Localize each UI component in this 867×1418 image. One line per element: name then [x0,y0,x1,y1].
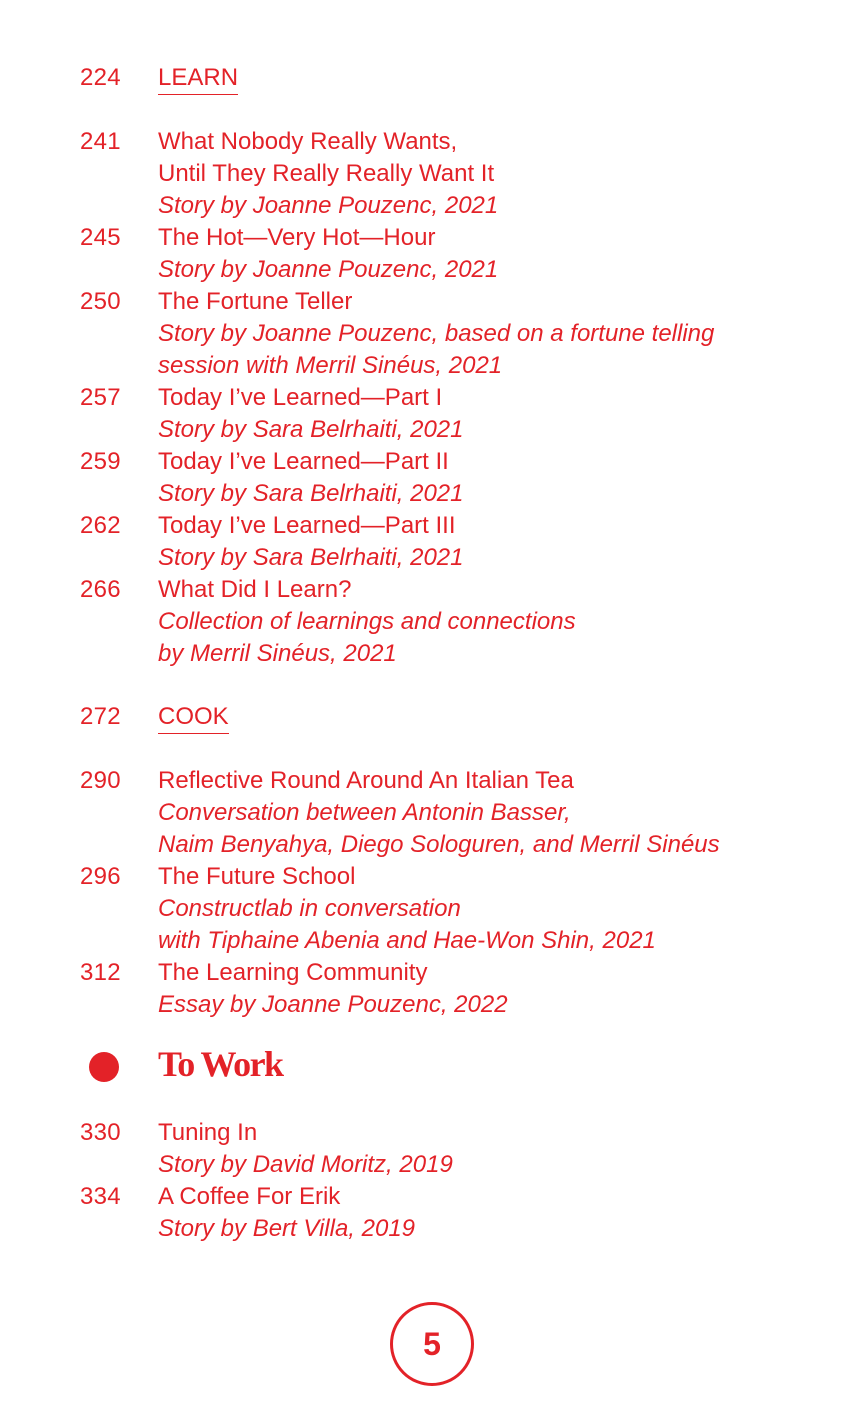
entry-credit: with Tiphaine Abenia and Hae-Won Shin, 2021 [158,927,656,954]
entry-credit: Story by Sara Belrhaiti, 2021 [158,480,464,507]
entry-title: The Learning Community [158,959,428,986]
entry-page-number: 296 [80,863,121,890]
entry-credit: Story by Bert Villa, 2019 [158,1215,416,1242]
entry-title: The Hot—Very Hot—Hour [158,224,436,251]
entry-title: Today I’ve Learned—Part III [158,512,456,539]
entry-page-number: 259 [80,448,121,475]
entry-page-number: 245 [80,224,121,251]
entry-page-number: 257 [80,384,121,411]
part-title[interactable]: To Work [158,1044,283,1084]
entry-page-number: 250 [80,288,121,315]
section-label-cook[interactable]: COOK [158,701,229,734]
entry-title: Reflective Round Around An Italian Tea [158,767,574,794]
entry-credit: Story by Joanne Pouzenc, 2021 [158,256,499,283]
entry-title: A Coffee For Erik [158,1183,341,1210]
entry-title: The Future School [158,863,356,890]
entry-credit: Story by Joanne Pouzenc, 2021 [158,192,499,219]
entry-title: Until They Really Really Want It [158,160,495,187]
entry-credit: Story by David Moritz, 2019 [158,1151,453,1178]
entry-credit: Collection of learnings and connections [158,608,576,635]
entry-title: Today I’ve Learned—Part II [158,448,449,475]
entry-credit: Naim Benyahya, Diego Sologuren, and Merril Sinéus [158,831,720,858]
entry-credit: by Merril Sinéus, 2021 [158,640,397,667]
entry-credit: Conversation between Antonin Basser, [158,799,571,826]
entry-page-number: 334 [80,1183,121,1210]
entry-page-number: 241 [80,128,121,155]
entry-title: Today I’ve Learned—Part I [158,384,443,411]
entry-title: What Nobody Really Wants, [158,128,458,155]
entry-page-number: 330 [80,1119,121,1146]
entry-page-number: 290 [80,767,121,794]
entry-page-number: 262 [80,512,121,539]
red-dot-icon [89,1052,119,1082]
entry-credit: Story by Sara Belrhaiti, 2021 [158,544,464,571]
entry-page-number: 266 [80,576,121,603]
section-page-number: 224 [80,64,121,91]
page-number: 5 [423,1325,441,1362]
entry-credit: Constructlab in conversation [158,895,461,922]
section-page-number: 272 [80,703,121,730]
entry-title: The Fortune Teller [158,288,353,315]
entry-credit: Essay by Joanne Pouzenc, 2022 [158,991,508,1018]
entry-credit: Story by Sara Belrhaiti, 2021 [158,416,464,443]
section-label-learn[interactable]: LEARN [158,62,238,95]
page-number-badge [390,1302,474,1386]
entry-page-number: 312 [80,959,121,986]
entry-title: Tuning In [158,1119,258,1146]
entry-title: What Did I Learn? [158,576,352,603]
entry-credit: session with Merril Sinéus, 2021 [158,352,503,379]
entry-credit: Story by Joanne Pouzenc, based on a fortune telling [158,320,715,347]
